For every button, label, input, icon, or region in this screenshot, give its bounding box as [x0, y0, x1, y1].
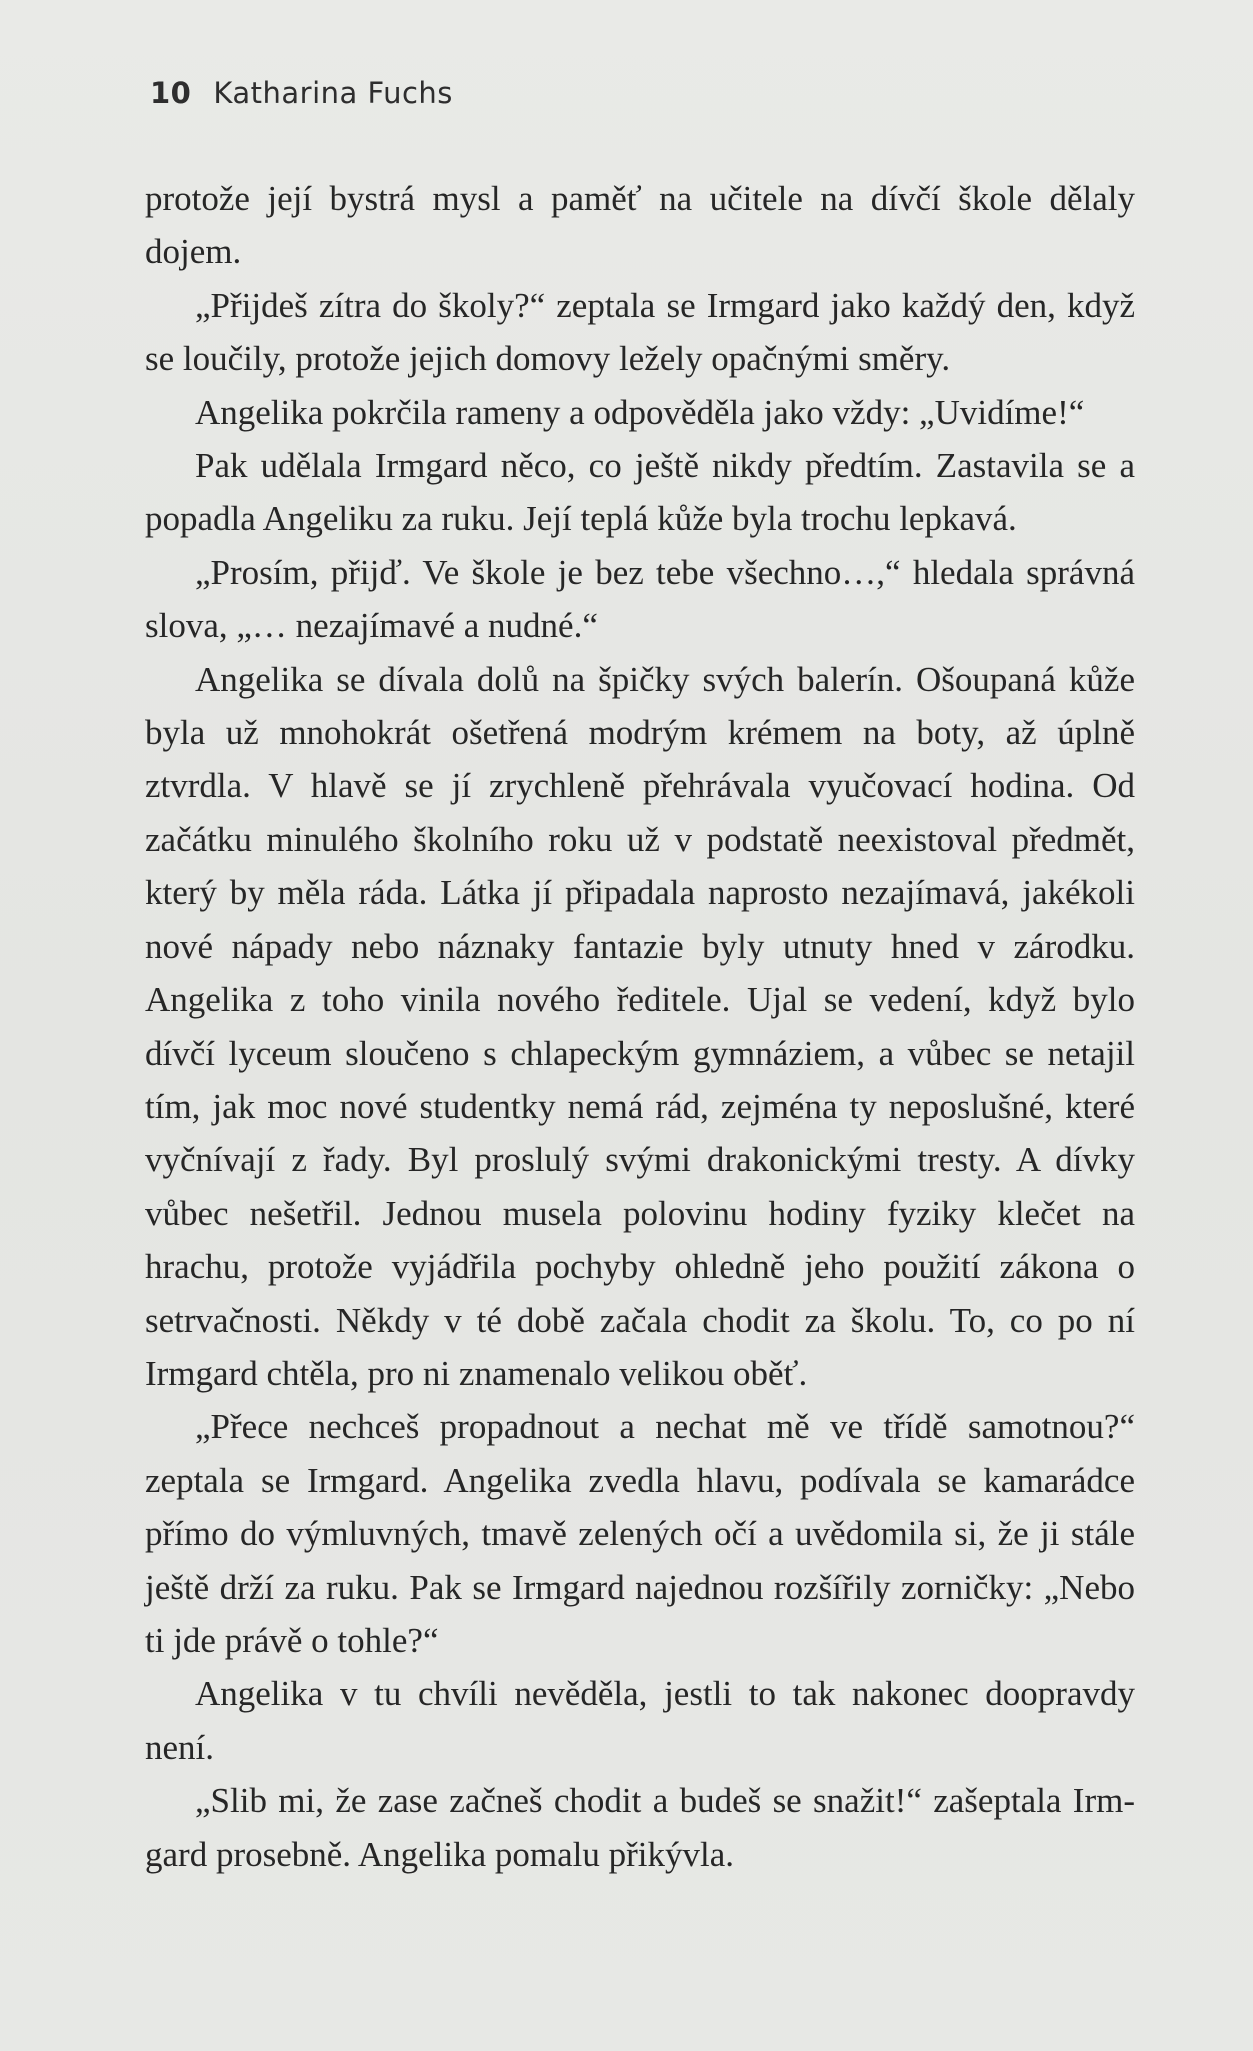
author-name: Katharina Fuchs: [213, 76, 453, 110]
paragraph: protože její bystrá mysl a paměť na učitele na dívčí škole dělaly dojem.: [145, 179, 1135, 272]
paragraph: „Přece nechceš propadnout a nechat mě ve třídě samotnou?“ zeptala se Irmgard. Angelika zvedla hlavu, podívala se kamarádce přímo do výmluvných, tmavě zelených očí a uvědomila si, že ji stále ještě drží za ruku. Pak se Irmgard najednou rozšířily zorničky: „Nebo ti jde právě o tohle?“: [145, 1407, 1135, 1660]
paragraph: „Slib mi, že zase začneš chodit a budeš se snažit!“ zašeptala Irmgard prosebně. Angelika pomalu přikývla.: [145, 1781, 1135, 1874]
page-number: 10: [150, 76, 192, 110]
body-text: [145, 172, 1135, 1881]
paragraph: „Prosím, přijď. Ve škole je bez tebe všechno…,“ hledala správná slova, „… nezajímavé a nudné.“: [145, 552, 1135, 646]
paragraph: „Přijdeš zítra do školy?“ zeptala se Irmgard jako každý den, když se loučily, protože jejich domovy ležely opačnými směry.: [145, 285, 1135, 379]
running-head: [150, 76, 453, 110]
paragraph: Angelika se dívala dolů na špičky svých balerín. Ošoupaná kůže byla už mnohokrát ošetřená modrým krémem na boty, až úplně ztvrdla. V hlavě se jí zrychleně přehrávala vyučovací hodina. Od začátku minulého školního roku už v podstatě neexistoval předmět, který by měla ráda. Látka jí připadala naprosto nezajímavá, jakékoli nové nápady nebo náznaky fantazie byly utnuty hned v zárodku. Angelika z toho vinila nového ředitele. Ujal se vedení, když bylo dívčí lyceum sloučeno s chlapeckým gymnáziem, a vůbec se netajil tím, jak moc nové studentky nemá rád, zejména ty neposlušné, které vyčnívají z řady. Byl proslulý svými drakonickými tresty. A dívky vůbec nešetřil. Jednou musela polovinu hodiny fyziky klečet na hrachu, protože vyjádřila pochyby ohledně jeho použití zákona o setrvačnosti. Někdy v té době začala chodit za školu. To, co po ní Irmgard chtěla, pro ni znamenalo velikou oběť.: [145, 659, 1135, 1393]
paragraph: Angelika v tu chvíli nevěděla, jestli to tak nakonec doopravdy není.: [145, 1674, 1135, 1767]
paragraph: Pak udělala Irmgard něco, co ještě nikdy předtím. Zastavila se a popadla Angeliku za ruku. Její teplá kůže byla trochu lepkavá.: [145, 446, 1135, 539]
paragraph: Angelika pokrčila rameny a odpověděla jako vždy: „Uvidíme!“: [195, 392, 1085, 432]
